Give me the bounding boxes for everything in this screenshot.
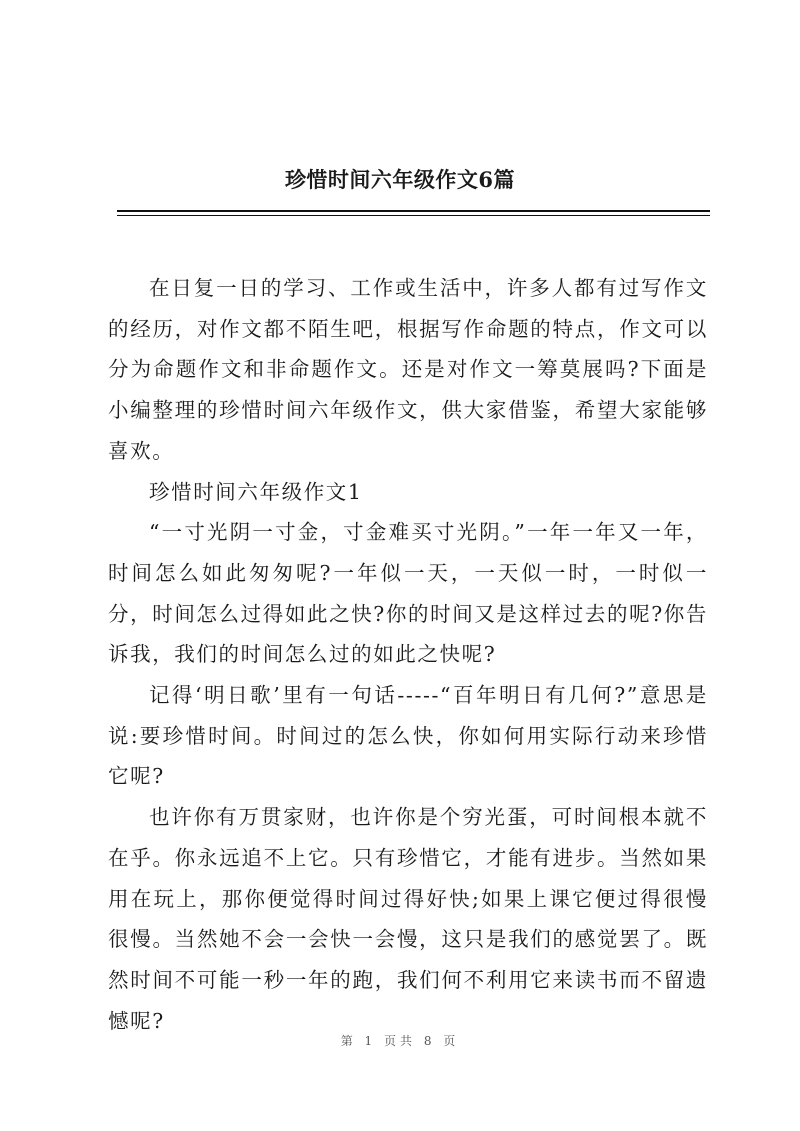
document-body (108, 268, 708, 1041)
body-paragraph: 也许你有万贯家财，也许你是个穷光蛋，可时间根本就不在乎。你永远追不上它。只有珍惜它，才能有进步。当然如果用在玩上，那你便觉得时间过得好快;如果上课它便过得很慢很慢。当然她不会一会快一会慢，这只是我们的感觉罢了。既然时间不可能一秒一年的跑，我们何不利用它来读书而不留遗憾呢? (108, 805, 708, 1033)
title-divider (117, 210, 710, 212)
intro-paragraph: 在日复一日的学习、工作或生活中，许多人都有过写作文的经历，对作文都不陌生吧，根据写作命题的特点，作文可以分为命题作文和非命题作文。还是对作文一筹莫展吗?下面是小编整理的珍惜时间六年级作文，供大家借鉴，希望大家能够喜欢。 (108, 276, 708, 463)
body-paragraph: “一寸光阴一寸金，寸金难买寸光阴。”一年一年又一年，时间怎么如此匆匆呢?一年似一天，一天似一时，一时似一分，时间怎么过得如此之快?你的时间又是这样过去的呢?你告诉我，我们的时间怎么过的如此之快呢? (108, 520, 708, 667)
section-heading: 珍惜时间六年级作文1 (149, 479, 363, 504)
body-paragraph: 记得‘明日歌’里有一句话-----“百年明日有几何?”意思是说:要珍惜时间。时间过的怎么快，你如何用实际行动来珍惜它呢? (108, 683, 708, 789)
title-divider-thin (117, 215, 710, 216)
page-footer: 第 1 页共 8 页 (340, 1034, 460, 1048)
page-title: 珍惜时间六年级作文6篇 (284, 167, 516, 192)
